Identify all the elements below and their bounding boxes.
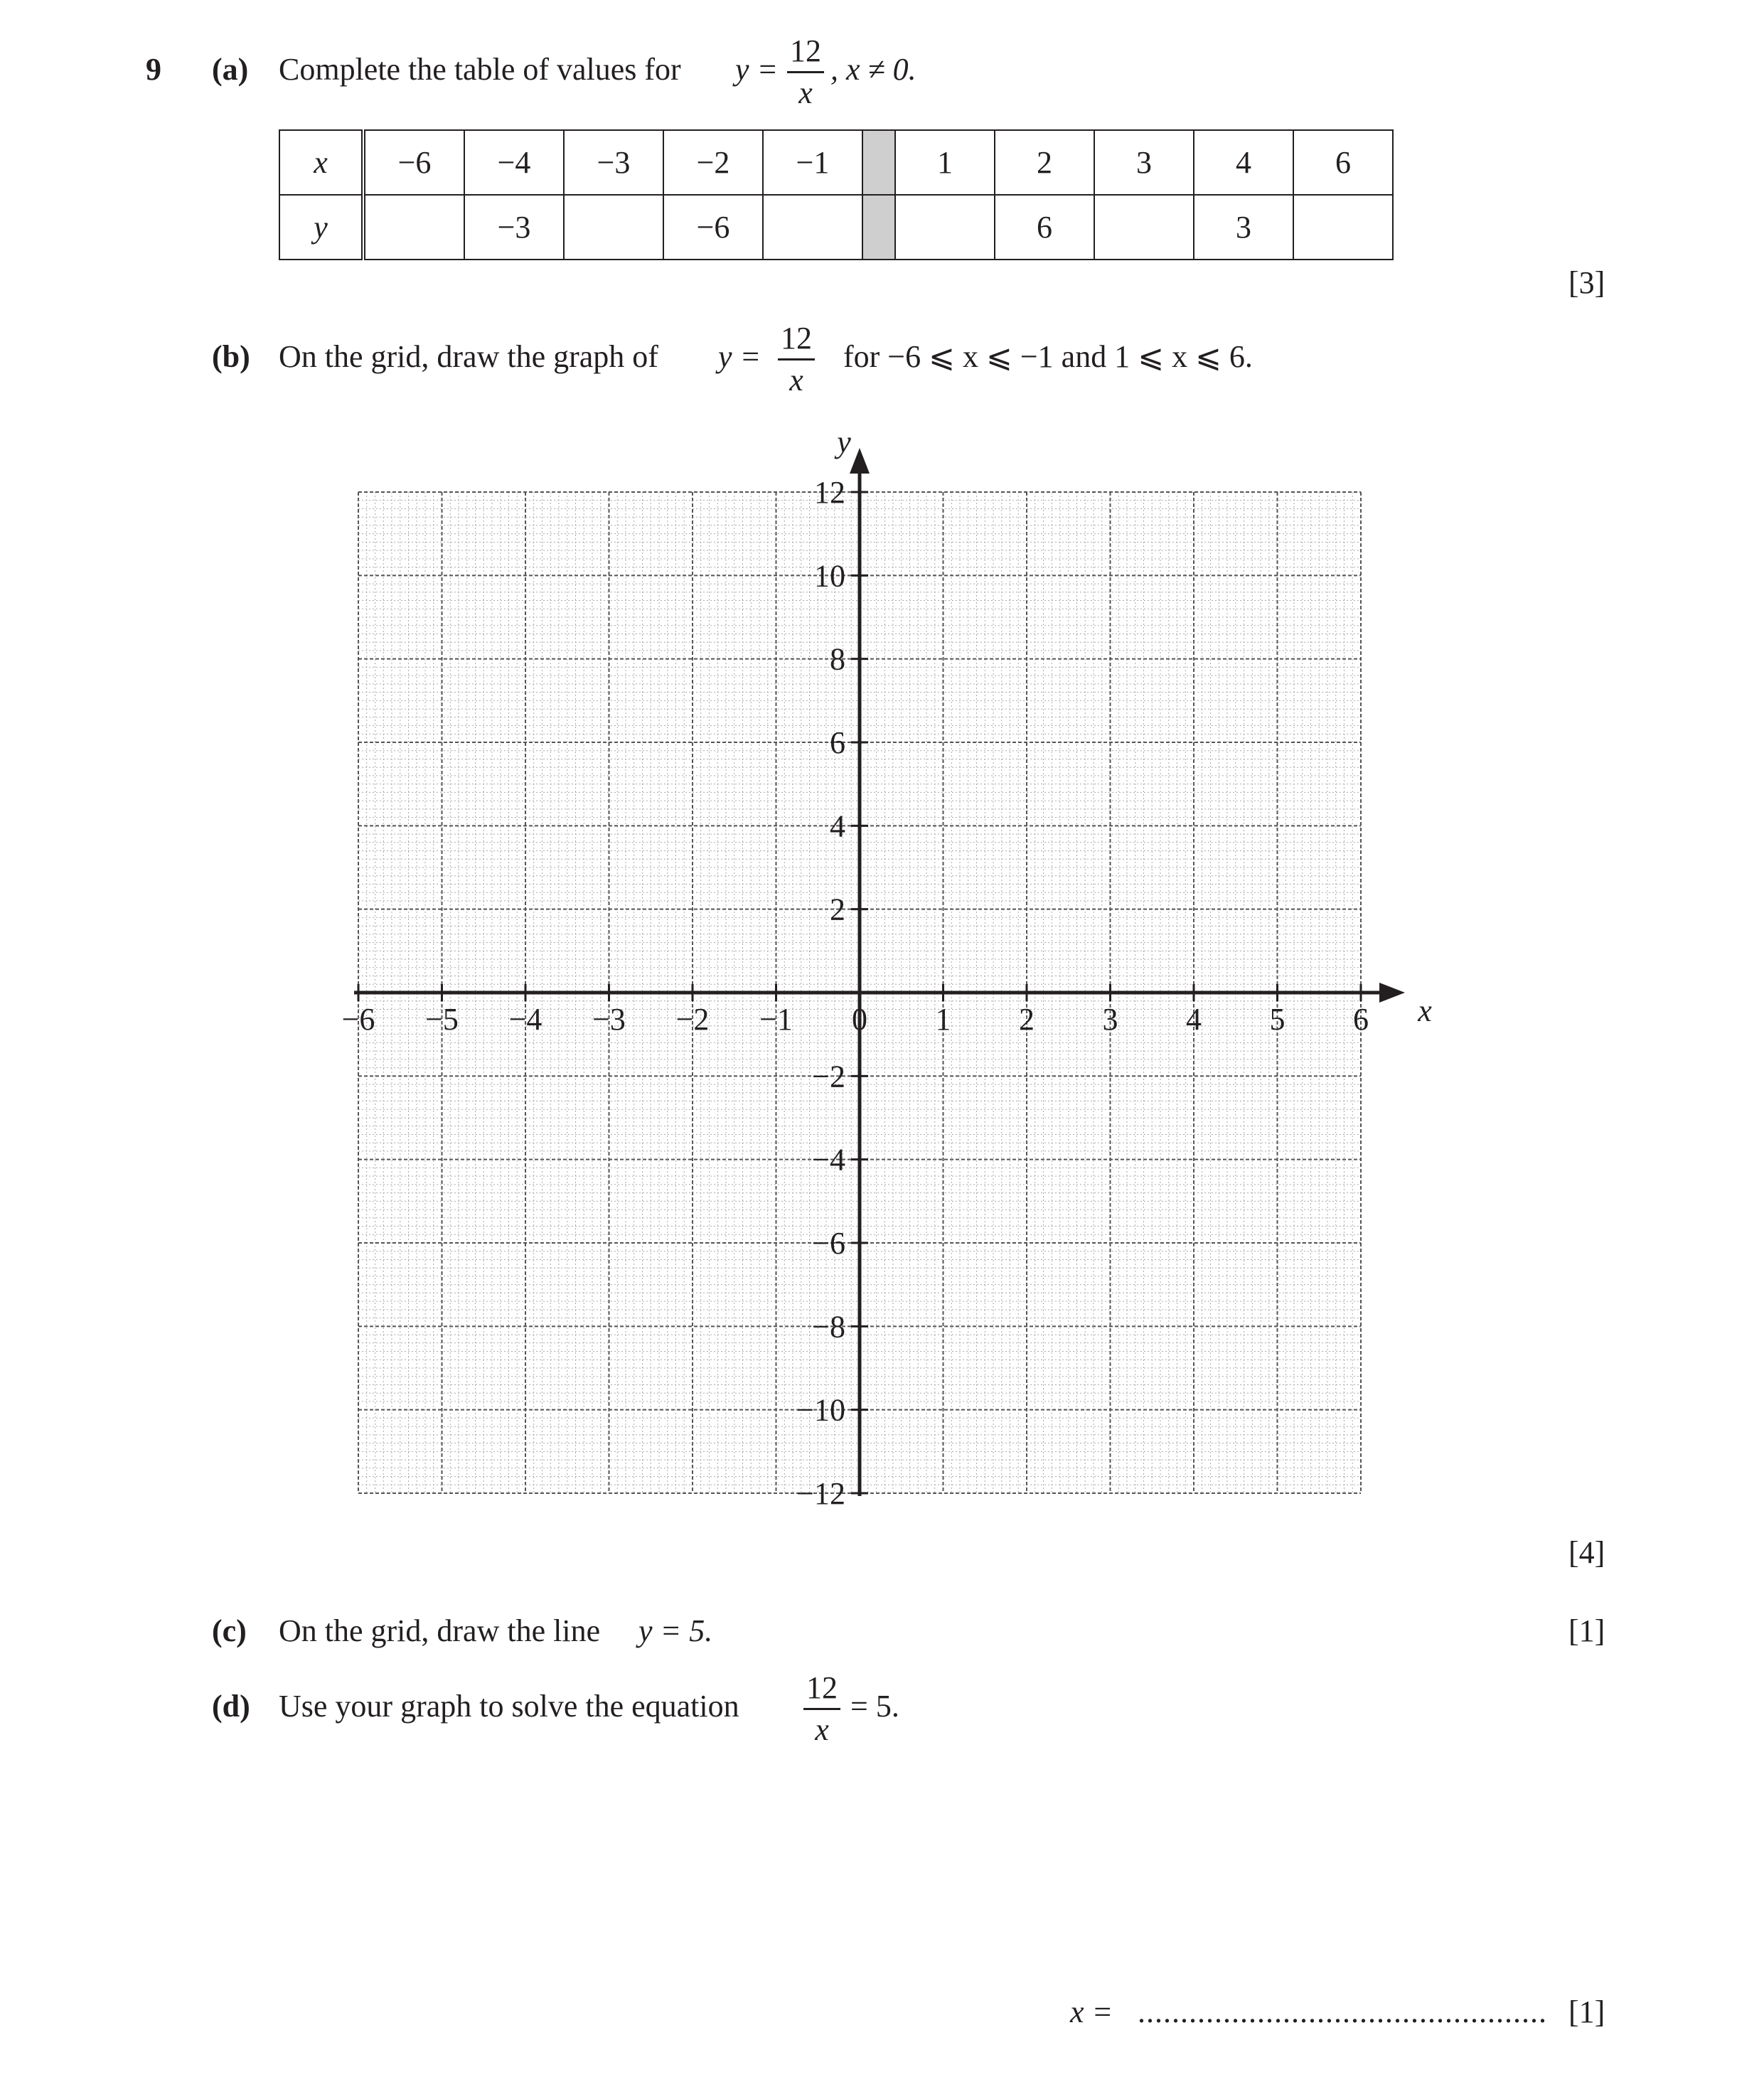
y-tick-label: −8	[812, 1309, 845, 1345]
x-tick-label: 4	[1186, 1002, 1202, 1037]
table-cell[interactable]: 2	[995, 130, 1094, 195]
table-y-header: y	[279, 195, 363, 260]
part-b-marks: [4]	[1568, 1535, 1605, 1570]
table-cell: 3	[1194, 195, 1293, 260]
y-tick-label: −10	[796, 1392, 845, 1428]
x-tick-label: −1	[759, 1002, 793, 1037]
y-tick-label: −6	[812, 1226, 845, 1261]
part-a-eq-tail: , x ≠ 0.	[830, 52, 916, 87]
table-cell[interactable]: 3	[1094, 130, 1194, 195]
y-tick-label: 8	[830, 641, 845, 677]
x-axis-arrow-icon	[1379, 983, 1405, 1003]
y-tick-label: 6	[830, 725, 845, 760]
table-cell[interactable]: 1	[895, 130, 995, 195]
part-a-text: Complete the table of values for	[279, 52, 681, 87]
table-cell: −6	[663, 195, 763, 260]
table-cell[interactable]: 4	[1194, 130, 1293, 195]
x-tick-label: 1	[935, 1002, 951, 1037]
part-a-marks: [3]	[1568, 265, 1605, 300]
x-tick-label: −4	[508, 1002, 542, 1037]
part-c-text: On the grid, draw the line	[279, 1613, 601, 1648]
part-c-label: (c)	[212, 1613, 247, 1648]
table-cell[interactable]: −1	[763, 130, 862, 195]
x-tick-label: −5	[425, 1002, 459, 1037]
part-b-frac-den: x	[789, 363, 803, 397]
part-d-eq-tail: = 5.	[850, 1689, 899, 1724]
y-tick-label: −2	[812, 1059, 845, 1094]
part-d-label: (d)	[212, 1689, 250, 1724]
y-tick-label: −4	[812, 1142, 845, 1177]
x-tick-label: 2	[1019, 1002, 1035, 1037]
x-tick-label: −2	[675, 1002, 710, 1037]
part-a-frac-num: 12	[790, 33, 821, 68]
table-cell[interactable]: 6	[1293, 130, 1393, 195]
part-d-fraction	[803, 1672, 840, 1746]
table-cell[interactable]: −4	[464, 130, 564, 195]
table-cell[interactable]: −2	[663, 130, 763, 195]
x-tick-label: 3	[1102, 1002, 1118, 1037]
part-a-eq-lhs: y =	[735, 52, 779, 87]
x-axis-label: x	[1418, 993, 1432, 1028]
part-b-text: On the grid, draw the graph of	[279, 339, 658, 374]
part-d-frac-num: 12	[806, 1670, 838, 1705]
y-tick-label: 4	[830, 808, 845, 844]
table-x-header: x	[279, 130, 363, 195]
part-d-text: Use your graph to solve the equation	[279, 1689, 739, 1724]
x-tick-label: −3	[592, 1002, 626, 1037]
part-c-marks: [1]	[1568, 1613, 1605, 1648]
part-b-label: (b)	[212, 339, 250, 374]
answer-label: x =	[1070, 1994, 1113, 2029]
part-a-frac-den: x	[798, 75, 813, 110]
table-cell: 6	[995, 195, 1094, 260]
question-number: 9	[146, 52, 161, 87]
x-tick-label: 6	[1353, 1002, 1369, 1037]
part-d-frac-den: x	[815, 1712, 829, 1747]
x-tick-label: 0	[852, 1002, 867, 1037]
part-b-frac-num: 12	[781, 321, 812, 356]
part-a-label: (a)	[212, 52, 249, 87]
part-c-eq: y = 5.	[638, 1613, 713, 1648]
x-tick-label: −6	[341, 1002, 375, 1037]
y-tick-label: 12	[814, 475, 845, 510]
y-axis-label: y	[837, 424, 851, 459]
table-cell[interactable]: −3	[564, 130, 663, 195]
y-tick-label: −12	[796, 1476, 845, 1511]
table-cell: −3	[464, 195, 564, 260]
answer-line[interactable]: ................................................	[1138, 1994, 1547, 2029]
y-tick-label: 2	[830, 892, 845, 927]
part-d-marks: [1]	[1568, 1994, 1605, 2029]
x-tick-label: 5	[1269, 1002, 1285, 1037]
table-cell[interactable]: −6	[363, 130, 464, 195]
y-axis-arrow-icon	[850, 448, 870, 474]
part-b-eq-lhs: y =	[718, 339, 761, 374]
part-b-range: for −6 ⩽ x ⩽ −1 and 1 ⩽ x ⩽ 6.	[843, 339, 1253, 374]
y-tick-label: 10	[814, 558, 845, 594]
